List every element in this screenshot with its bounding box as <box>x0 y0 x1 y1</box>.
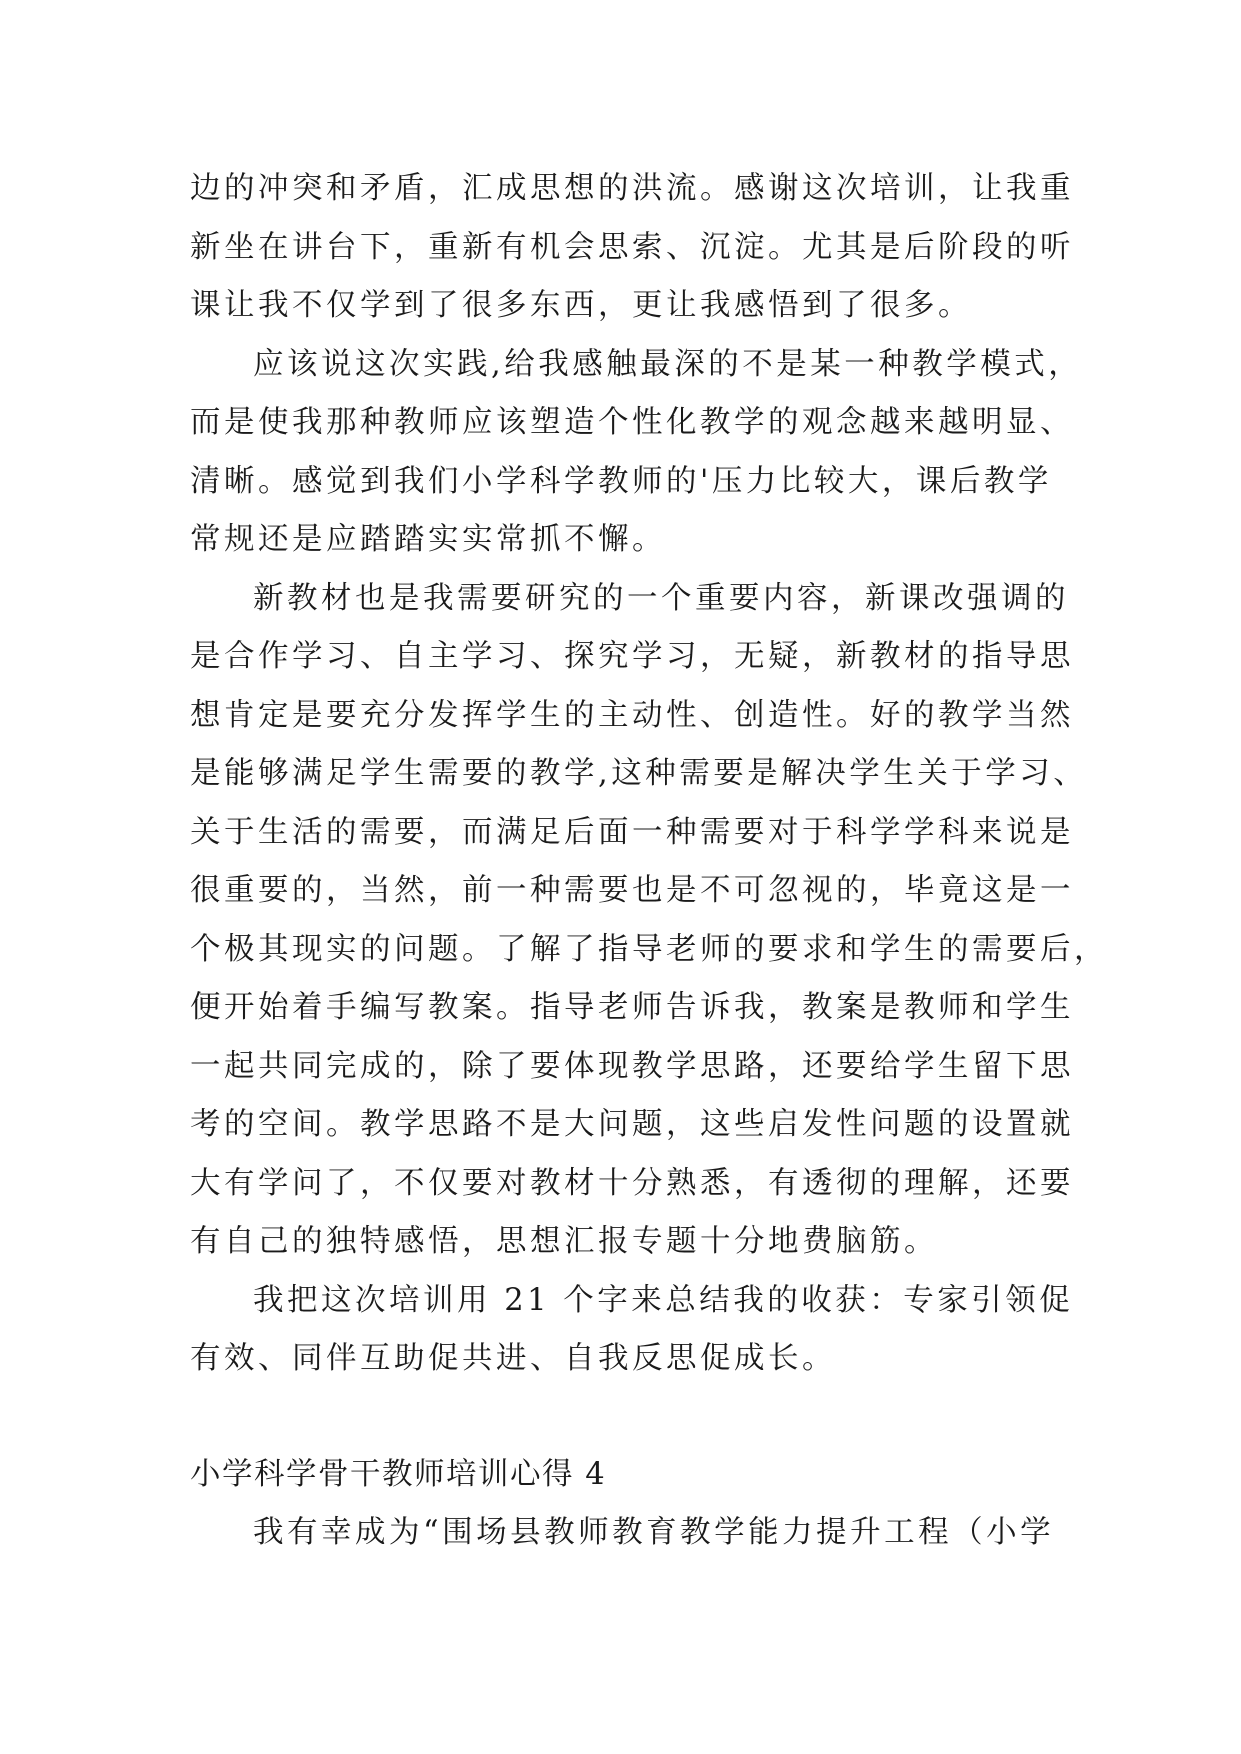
text-line: 应该说这次实践,给我感触最深的不是某一种教学模式， <box>253 346 1083 382</box>
text-line: 我有幸成为“围场县教师教育教学能力提升工程（小学 <box>253 1515 1055 1550</box>
text-line: 想肯定是要充分发挥学生的主动性、创造性。好的教学当然 <box>190 697 1074 733</box>
text-line: 是能够满足学生需要的教学,这种需要是解决学生关于学习、 <box>190 756 1088 791</box>
text-line: 便开始着手编写教案。指导老师告诉我，教案是教师和学生 <box>190 990 1074 1025</box>
text-line: 很重要的，当然，前一种需要也是不可忽视的，毕竟这是一 <box>190 873 1074 908</box>
text-line: 新坐在讲台下，重新有机会思索、沉淀。尤其是后阶段的听 <box>190 229 1074 265</box>
text-line: 个极其现实的问题。了解了指导老师的要求和学生的需要后， <box>190 931 1108 967</box>
text-line: 是合作学习、自主学习、探究学习，无疑，新教材的指导思 <box>190 639 1074 674</box>
paragraph <box>190 1272 1074 1389</box>
text-line: 新教材也是我需要研究的一个重要内容，新课改强调的 <box>253 580 1069 616</box>
paragraph <box>190 570 1108 1272</box>
text-line: 有效、同伴互助促共进、自我反思促成长。 <box>190 1341 836 1376</box>
paragraph <box>190 336 1083 570</box>
text-line: 边的冲突和矛盾，汇成思想的洪流。感谢这次培训，让我重 <box>190 171 1074 206</box>
paragraph <box>190 1504 1060 1563</box>
section-heading: 小学科学骨干教师培训心得 4 <box>190 1456 607 1492</box>
text-line: 有自己的独特感悟，思想汇报专题十分地费脑筋。 <box>190 1224 938 1259</box>
text-line: 清晰。感觉到我们小学科学教师的'压力比较大，课后教学 <box>190 463 1052 499</box>
text-line: 一起共同完成的，除了要体现教学思路，还要给学生留下思 <box>190 1048 1074 1084</box>
text-line: 考的空间。教学思路不是大问题，这些启发性问题的设置就 <box>190 1107 1074 1142</box>
paragraph <box>190 160 1074 336</box>
text-line: 关于生活的需要，而满足后面一种需要对于科学学科来说是 <box>190 814 1074 850</box>
text-line: 常规还是应踏踏实实常抓不懈。 <box>190 522 666 557</box>
text-line: 大有学问了，不仅要对教材十分熟悉，有透彻的理解，还要 <box>190 1165 1074 1201</box>
text-line: 而是使我那种教师应该塑造个性化教学的观念越来越明显、 <box>190 405 1074 440</box>
text-line: 我把这次培训用 21 个字来总结我的收获：专家引领促 <box>253 1282 1074 1318</box>
document-body <box>190 160 1108 1563</box>
text-line: 课让我不仅学到了很多东西，更让我感悟到了很多。 <box>190 288 972 323</box>
